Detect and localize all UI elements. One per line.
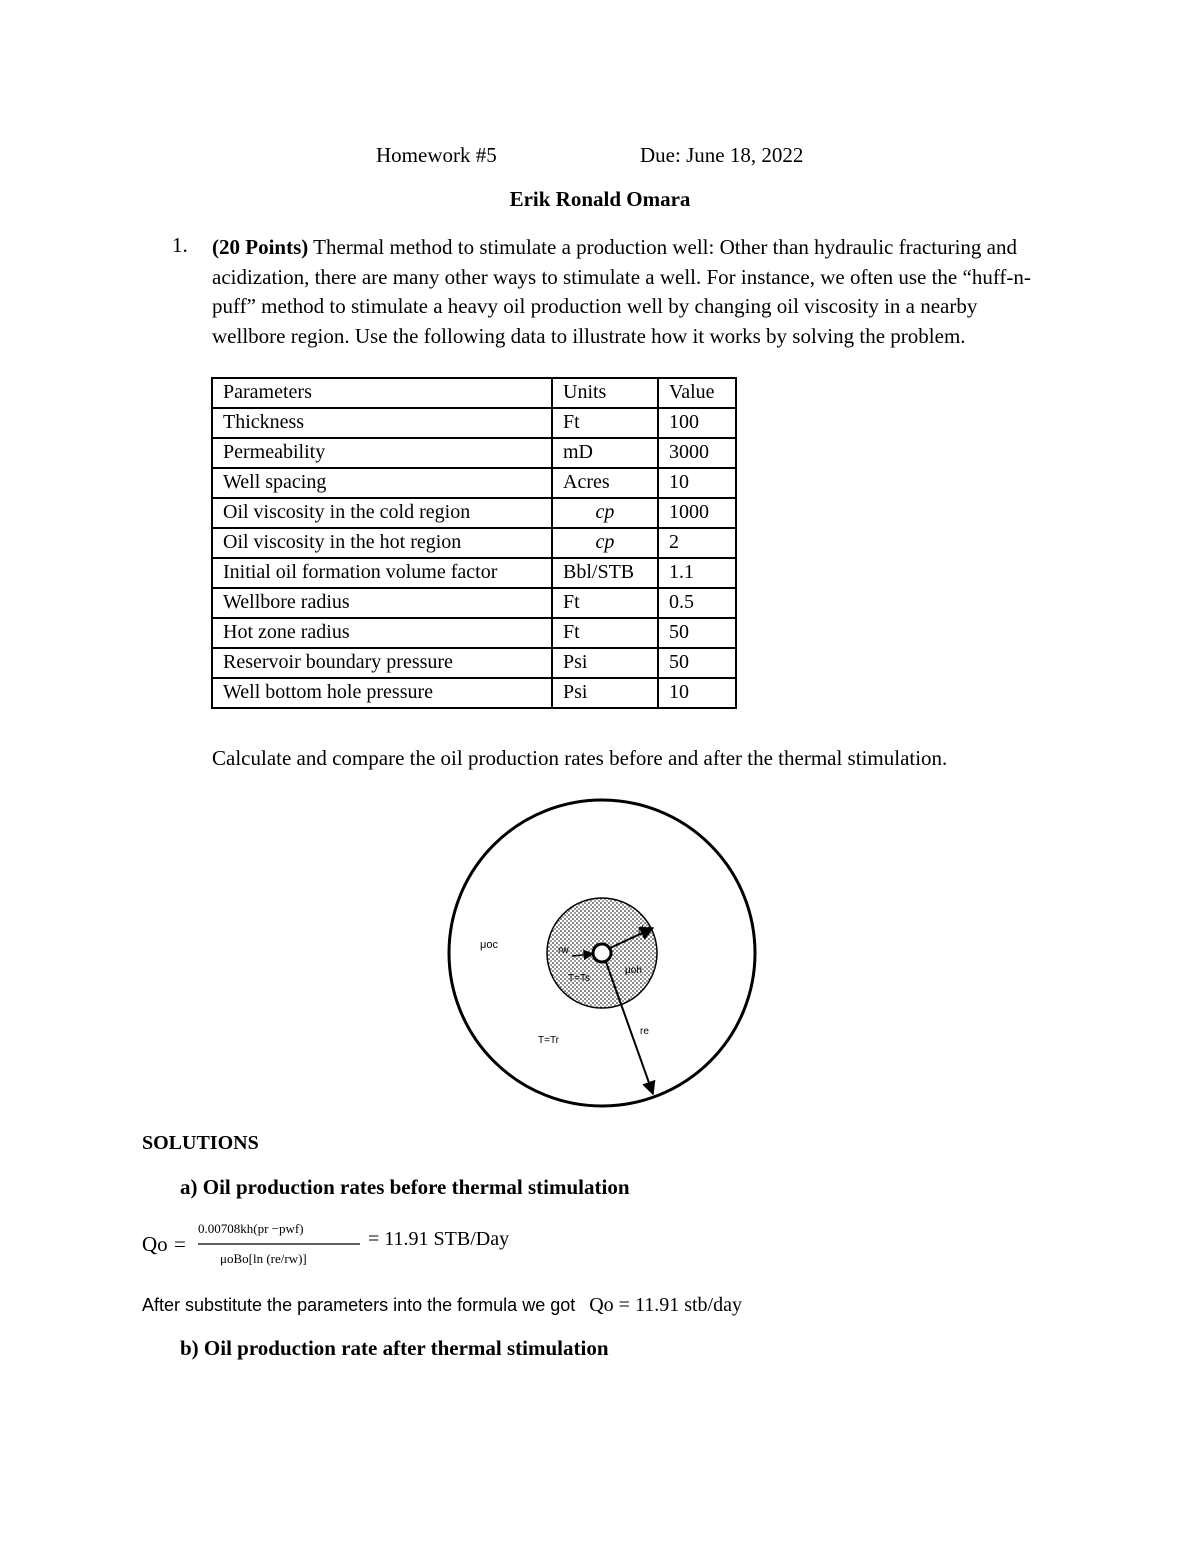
param-name: Well spacing (212, 468, 552, 498)
author-name: Erik Ronald Omara (509, 187, 691, 211)
mu-oh-label: μoh (625, 965, 642, 976)
after-value: Qo = 11.91 stb/day (589, 1294, 742, 1316)
rh-label: rh (638, 925, 647, 936)
param-value: 10 (658, 678, 736, 708)
mu-oc-label: μoc (480, 939, 498, 951)
formula-lhs: Qo (142, 1232, 168, 1256)
table-row (212, 588, 736, 618)
param-value: 10 (658, 468, 736, 498)
header-units: Units (552, 378, 658, 408)
question-text (212, 233, 1042, 351)
formula-graphic (142, 1215, 372, 1277)
question-body: Thermal method to stimulate a production well: Other than hydraulic fracturing and acidization, there are many other ways to stimulate a well. For instance, we often use the “huff-n-puff” method to stimulate a heavy oil production well by changing oil viscosity in a nearby wellbore region. Use the following data to illustrate how it works by solving the problem. (212, 235, 1031, 348)
formula-result: = 11.91 STB/Day (368, 1228, 510, 1250)
param-name: Reservoir boundary pressure (212, 648, 552, 678)
header-value: Value (658, 378, 736, 408)
param-name: Oil viscosity in the hot region (212, 528, 552, 558)
formula-denominator: μoBo[ln (re/rw)] (220, 1251, 307, 1266)
table-row (212, 528, 736, 558)
table-row (212, 558, 736, 588)
param-unit: Acres (552, 468, 658, 498)
part-a-heading: a) Oil production rates before thermal stimulation (180, 1175, 630, 1199)
t-ts-label: T=Ts (568, 973, 590, 984)
table-row (212, 408, 736, 438)
param-name: Initial oil formation volume factor (212, 558, 552, 588)
reservoir-diagram (440, 790, 770, 1110)
param-unit: Ft (552, 588, 658, 618)
param-value: 1000 (658, 498, 736, 528)
param-value: 0.5 (658, 588, 736, 618)
param-name: Wellbore radius (212, 588, 552, 618)
param-unit: cp (552, 528, 658, 558)
t-tr-label: T=Tr (538, 1035, 560, 1046)
param-unit: Ft (552, 618, 658, 648)
param-value: 3000 (658, 438, 736, 468)
param-name: Thickness (212, 408, 552, 438)
question-number: 1. (172, 233, 188, 257)
param-value: 1.1 (658, 558, 736, 588)
param-unit: mD (552, 438, 658, 468)
param-name: Oil viscosity in the cold region (212, 498, 552, 528)
param-unit: Bbl/STB (552, 558, 658, 588)
param-unit: cp (552, 498, 658, 528)
rw-label: rw (558, 945, 569, 956)
after-text: After substitute the parameters into the formula we got (142, 1295, 576, 1315)
param-name: Hot zone radius (212, 618, 552, 648)
parameters-table (211, 377, 737, 709)
table-row (212, 468, 736, 498)
param-value: 100 (658, 408, 736, 438)
wellbore-circle (593, 944, 611, 962)
re-label: re (640, 1026, 649, 1037)
part-b-heading: b) Oil production rate after thermal stimulation (180, 1336, 609, 1360)
question-points: (20 Points) (212, 235, 309, 259)
header-parameters: Parameters (212, 378, 552, 408)
production-rate-formula (142, 1215, 372, 1283)
homework-title: Homework #5 (376, 143, 497, 167)
table-row (212, 498, 736, 528)
solutions-heading: SOLUTIONS (142, 1132, 259, 1154)
param-value: 50 (658, 648, 736, 678)
instruction-text: Calculate and compare the oil production rates before and after the thermal stimulation. (212, 746, 948, 770)
table-header-row (212, 378, 736, 408)
param-value: 50 (658, 618, 736, 648)
after-substitution-line (142, 1294, 742, 1317)
param-unit: Ft (552, 408, 658, 438)
formula-numerator: 0.00708kh(pr −pwf) (198, 1221, 304, 1236)
param-unit: Psi (552, 678, 658, 708)
param-name: Well bottom hole pressure (212, 678, 552, 708)
table-row (212, 678, 736, 708)
param-value: 2 (658, 528, 736, 558)
param-unit: Psi (552, 648, 658, 678)
param-name: Permeability (212, 438, 552, 468)
table-row (212, 438, 736, 468)
table-row (212, 648, 736, 678)
formula-equals-sign: = (174, 1232, 186, 1256)
due-date: Due: June 18, 2022 (640, 143, 804, 167)
table-row (212, 618, 736, 648)
